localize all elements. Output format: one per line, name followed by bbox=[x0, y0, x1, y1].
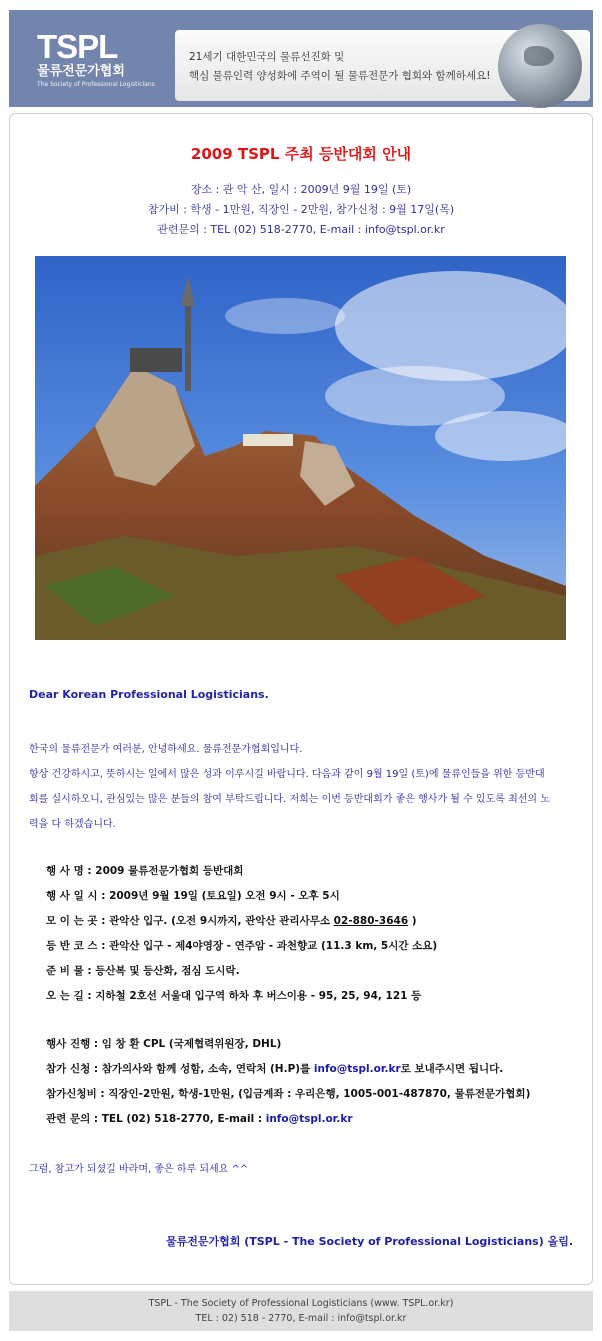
header-bar bbox=[9, 10, 593, 107]
detail-value: 직장인-2만원, 학생-1만원, (입금계좌 : 우리은행, 1005-001-487870, 물류전문가협회) bbox=[108, 1088, 531, 1100]
paragraph-2-line-3: 력을 다 하겠습니다. bbox=[29, 819, 116, 830]
detail-value: 관악산 입구. (오전 9시까지, 관악산 관리사무소 bbox=[109, 915, 334, 927]
globe-icon bbox=[498, 24, 582, 108]
info-contact: 관련문의 : TEL (02) 518-2770, E-mail : info@tspl.or.kr bbox=[157, 223, 445, 236]
logo-english: The Society of Professional Logisticians bbox=[37, 81, 155, 88]
paragraph-2-line-1: 항상 건강하시고, 뜻하시는 일에서 많은 성과 이루시길 바랍니다. 다음과 같이 9월 19일 (토)에 물류인들을 위한 등반대 bbox=[29, 769, 545, 780]
tspl-logo[interactable] bbox=[37, 30, 167, 100]
detail-value: 2009 물류전문가협회 등반대회 bbox=[95, 865, 244, 877]
logo-text: TSPL bbox=[37, 28, 118, 65]
detail-label: 행사 진행 bbox=[46, 1038, 91, 1050]
detail-label: 행 사 일 시 bbox=[46, 890, 98, 902]
footer-line-1: TSPL - The Society of Professional Logisticians (www. TSPL.or.kr) bbox=[148, 1298, 454, 1309]
mountain-image bbox=[35, 256, 566, 640]
detail-value: 임 창 환 CPL (국제협력위원장, DHL) bbox=[101, 1038, 282, 1050]
detail-row: 행 사 명 : 2009 물류전문가협회 등반대회 bbox=[46, 865, 244, 877]
detail-value: 등산복 및 등산화, 점심 도시락. bbox=[95, 965, 240, 977]
greeting: Dear Korean Professional Logisticians. bbox=[29, 688, 269, 701]
detail-label: 준 비 물 bbox=[46, 965, 84, 977]
detail-row: 준 비 물 : 등산복 및 등산화, 점심 도시락. bbox=[46, 965, 240, 977]
detail-row: 등 반 코 스 : 관악산 입구 - 제4야영장 - 연주암 - 과천향교 (11.3 km, 5시간 소요) bbox=[46, 940, 438, 952]
closing-text: 그럼, 참고가 되셨길 바라며, 좋은 하루 되세요 ^^ bbox=[29, 1164, 249, 1175]
detail-row: 행 사 일 시 : 2009년 9월 19일 (토요일) 오전 9시 - 오후 5시 bbox=[46, 890, 340, 902]
banner-line-2: 핵심 물류인력 양성화에 주역이 될 물류전문가 협회와 함께하세요! bbox=[189, 70, 491, 82]
logo-korean: 물류전문가협회 bbox=[37, 64, 125, 79]
mountain-photo bbox=[35, 256, 566, 640]
paragraph-1: 한국의 물류전문가 여러분, 안녕하세요. 물류전문가협회입니다. bbox=[29, 744, 303, 755]
detail-row: 행사 진행 : 임 창 환 CPL (국제협력위원장, DHL) bbox=[46, 1038, 282, 1050]
detail-label: 관련 문의 bbox=[46, 1113, 91, 1125]
detail-value: 2009년 9월 19일 (토요일) 오전 9시 - 오후 5시 bbox=[109, 890, 340, 902]
email-link[interactable]: info@tspl.or.kr bbox=[265, 1113, 353, 1125]
detail-label: 참가 신청 bbox=[46, 1063, 91, 1075]
detail-value: 참가의사와 함께 성함, 소속, 연락처 (H.P)를 bbox=[101, 1063, 314, 1075]
page-title: 2009 TSPL 주최 등반대회 안내 bbox=[190, 145, 412, 163]
office-phone-link[interactable]: 02-880-3646 bbox=[333, 915, 409, 927]
detail-value-end: 로 보내주시면 됩니다. bbox=[400, 1063, 504, 1075]
banner-line-1: 21세기 대한민국의 물류선진화 및 bbox=[189, 51, 345, 63]
info-location-date: 장소 : 관 악 산, 일시 : 2009년 9월 19일 (토) bbox=[190, 183, 412, 196]
footer-line-2: TEL : 02) 518 - 2770, E-mail : info@tspl.or.kr bbox=[195, 1313, 407, 1324]
detail-value-end: ) bbox=[408, 915, 417, 927]
info-fee: 참가비 : 학생 - 1만원, 직장인 - 2만원, 참가신청 : 9월 17일(목) bbox=[147, 203, 455, 216]
header-banner bbox=[175, 30, 590, 101]
detail-row: 오 는 길 : 지하철 2호선 서울대 입구역 하차 후 버스이용 - 95, 25, 94, 121 등 bbox=[46, 990, 422, 1002]
detail-value: 관악산 입구 - 제4야영장 - 연주암 - 과천향교 (11.3 km, 5시간 소요) bbox=[109, 940, 438, 952]
detail-label: 참가신청비 bbox=[46, 1088, 97, 1100]
detail-row: 관련 문의 : TEL (02) 518-2770, E-mail : info@tspl.or.kr bbox=[46, 1113, 353, 1125]
detail-row: 참가 신청 : 참가의사와 함께 성함, 소속, 연락처 (H.P)를 info@tspl.or.kr로 보내주시면 됩니다. bbox=[46, 1063, 504, 1075]
detail-value: TEL (02) 518-2770, E-mail : bbox=[101, 1113, 266, 1125]
detail-row: 참가신청비 : 직장인-2만원, 학생-1만원, (입금계좌 : 우리은행, 1005-001-487870, 물류전문가협회) bbox=[46, 1088, 531, 1100]
detail-label: 모 이 는 곳 bbox=[46, 915, 98, 927]
detail-row: 모 이 는 곳 : 관악산 입구. (오전 9시까지, 관악산 관리사무소 02-880-3646 ) bbox=[46, 915, 417, 927]
footer bbox=[9, 1291, 593, 1331]
detail-label: 등 반 코 스 bbox=[46, 940, 98, 952]
signature: 물류전문가협회 (TSPL - The Society of Professional Logisticians) 올림. bbox=[166, 1235, 573, 1248]
email-link[interactable]: info@tspl.or.kr bbox=[313, 1063, 401, 1075]
paragraph-2-line-2: 회를 실시하오니, 관심있는 많은 분들의 참여 부탁드립니다. 저희는 이번 등반대회가 좋은 행사가 될 수 있도록 최선의 노 bbox=[29, 794, 550, 805]
detail-label: 행 사 명 bbox=[46, 865, 84, 877]
detail-label: 오 는 길 bbox=[46, 990, 84, 1002]
detail-value: 지하철 2호선 서울대 입구역 하차 후 버스이용 - 95, 25, 94, 121 등 bbox=[95, 990, 422, 1002]
